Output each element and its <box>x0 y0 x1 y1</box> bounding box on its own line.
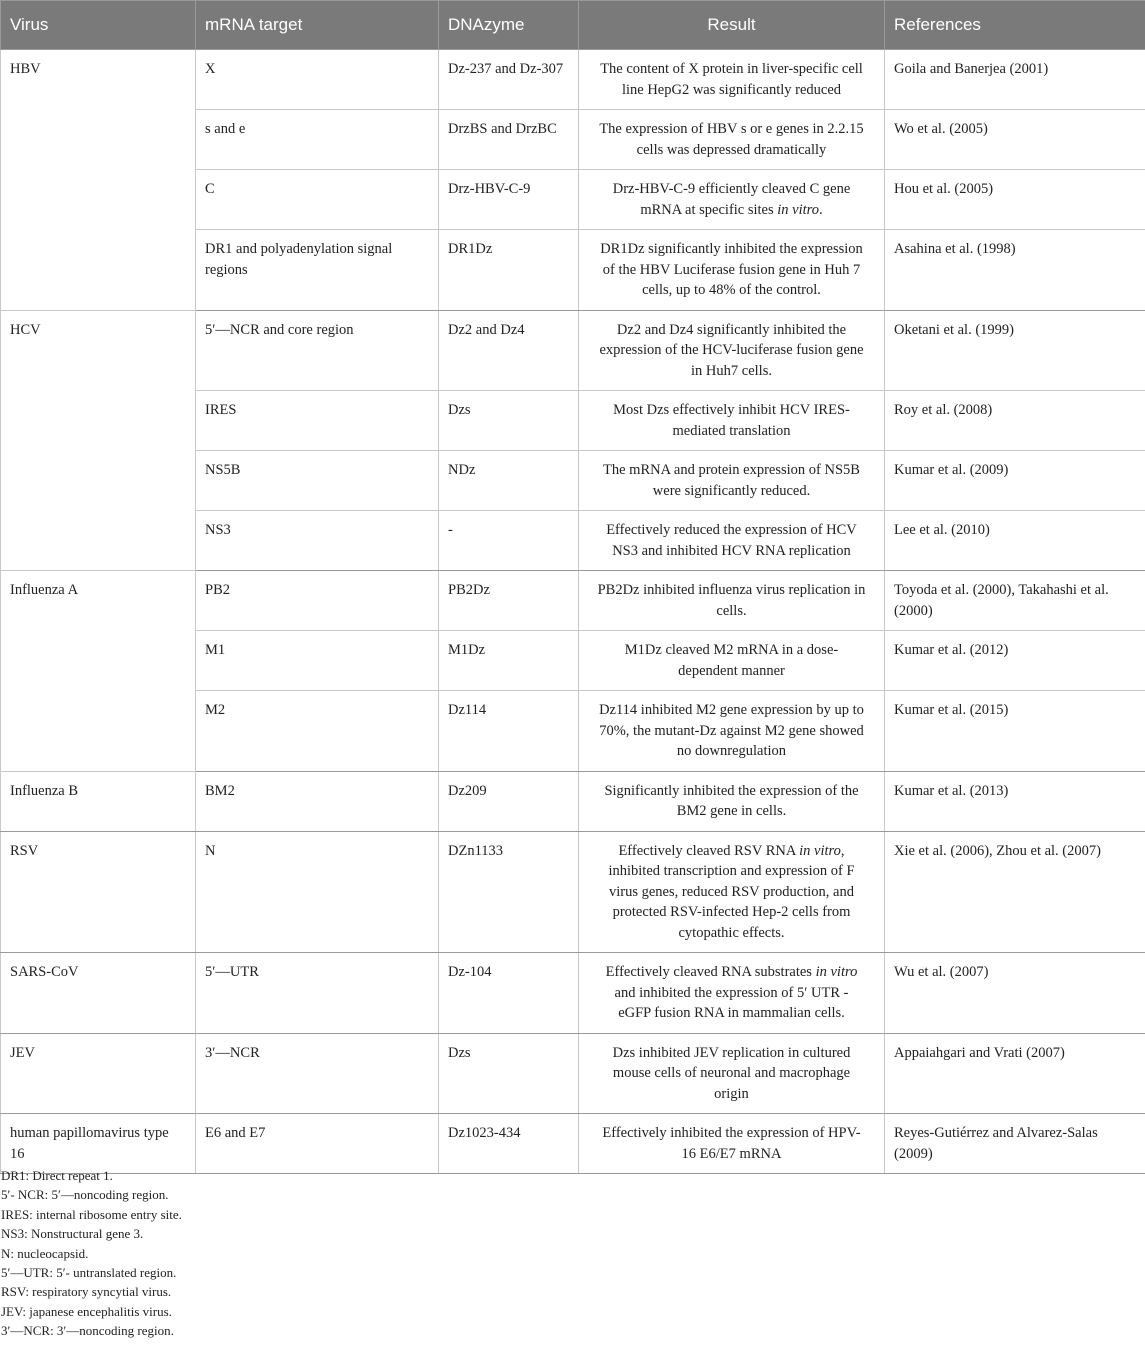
cell-result: M1Dz cleaved M2 mRNA in a dose-dependent manner <box>579 631 885 691</box>
cell-mrna-target: s and e <box>196 110 439 170</box>
header-references: References <box>885 1 1145 50</box>
footnote: JEV: japanese encephalitis virus. <box>1 1303 172 1319</box>
cell-mrna-target: DR1 and polyadenylation signal regions <box>196 230 439 311</box>
cell-dnazyme: DrzBS and DrzBC <box>439 110 579 170</box>
cell-reference: Reyes-Gutiérrez and Alvarez-Salas (2009) <box>885 1114 1145 1174</box>
cell-result: Effectively cleaved RNA substrates in vitro and inhibited the expression of 5′ UTR - eGFP fusion RNA in mammalian cells. <box>579 953 885 1034</box>
cell-reference: Wu et al. (2007) <box>885 953 1145 1034</box>
cell-mrna-target: M1 <box>196 631 439 691</box>
cell-mrna-target: 5′—NCR and core region <box>196 310 439 391</box>
cell-dnazyme: Dz-237 and Dz-307 <box>439 50 579 110</box>
cell-result: DR1Dz significantly inhibited the expression of the HBV Luciferase fusion gene in Huh 7 cells, up to 48% of the control. <box>579 230 885 311</box>
cell-reference: Appaiahgari and Vrati (2007) <box>885 1033 1145 1114</box>
table-row <box>1 771 1145 831</box>
cell-reference: Roy et al. (2008) <box>885 391 1145 451</box>
cell-virus: JEV <box>1 1033 196 1114</box>
cell-reference: Hou et al. (2005) <box>885 170 1145 230</box>
cell-reference: Kumar et al. (2012) <box>885 631 1145 691</box>
cell-mrna-target: 3′—NCR <box>196 1033 439 1114</box>
cell-virus: human papillomavirus type 16 <box>1 1114 196 1174</box>
cell-mrna-target: E6 and E7 <box>196 1114 439 1174</box>
cell-dnazyme: DR1Dz <box>439 230 579 311</box>
header-mrna-target: mRNA target <box>196 1 439 50</box>
cell-result: Effectively cleaved RSV RNA in vitro, inhibited transcription and expression of F virus genes, reduced RSV production, and protected RSV-infected Hep-2 cells from cytopathic effects. <box>579 831 885 953</box>
cell-dnazyme: NDz <box>439 451 579 511</box>
footnote: 5′- NCR: 5′—noncoding region. <box>1 1187 169 1203</box>
cell-dnazyme: Dz2 and Dz4 <box>439 310 579 391</box>
cell-mrna-target: NS5B <box>196 451 439 511</box>
cell-dnazyme: Dz-104 <box>439 953 579 1034</box>
table-row <box>1 1033 1145 1114</box>
cell-reference: Kumar et al. (2009) <box>885 451 1145 511</box>
footnote: N: nucleocapsid. <box>1 1245 89 1261</box>
cell-result: The content of X protein in liver-specific cell line HepG2 was significantly reduced <box>579 50 885 110</box>
cell-virus: Influenza A <box>1 571 196 772</box>
cell-dnazyme: - <box>439 511 579 571</box>
cell-virus: RSV <box>1 831 196 953</box>
cell-virus: Influenza B <box>1 771 196 831</box>
header-dnazyme: DNAzyme <box>439 1 579 50</box>
table-row <box>1 571 1145 631</box>
cell-result: Drz-HBV-C-9 efficiently cleaved C gene mRNA at specific sites in vitro. <box>579 170 885 230</box>
footnote: DR1: Direct repeat 1. <box>1 1168 113 1183</box>
cell-virus: HCV <box>1 310 196 571</box>
cell-reference: Wo et al. (2005) <box>885 110 1145 170</box>
cell-result: Effectively reduced the expression of HCV NS3 and inhibited HCV RNA replication <box>579 511 885 571</box>
table-body <box>1 50 1145 1174</box>
footnote: RSV: respiratory syncytial virus. <box>1 1284 172 1300</box>
cell-result: Effectively inhibited the expression of HPV-16 E6/E7 mRNA <box>579 1114 885 1174</box>
cell-result: Dz2 and Dz4 significantly inhibited the expression of the HCV-luciferase fusion gene in Huh7 cells. <box>579 310 885 391</box>
cell-result: The expression of HBV s or e genes in 2.2.15 cells was depressed dramatically <box>579 110 885 170</box>
cell-dnazyme: Drz-HBV-C-9 <box>439 170 579 230</box>
footnote: 5′—UTR: 5′- untranslated region. <box>1 1265 177 1281</box>
table-row <box>1 310 1145 391</box>
cell-dnazyme: Dzs <box>439 1033 579 1114</box>
cell-dnazyme: Dz209 <box>439 771 579 831</box>
table-row <box>1 1114 1145 1174</box>
cell-result: Most Dzs effectively inhibit HCV IRES-mediated translation <box>579 391 885 451</box>
cell-dnazyme: Dzs <box>439 391 579 451</box>
table-row <box>1 953 1145 1034</box>
cell-result: The mRNA and protein expression of NS5B were significantly reduced. <box>579 451 885 511</box>
cell-mrna-target: C <box>196 170 439 230</box>
cell-dnazyme: Dz1023-434 <box>439 1114 579 1174</box>
cell-reference: Lee et al. (2010) <box>885 511 1145 571</box>
cell-dnazyme: PB2Dz <box>439 571 579 631</box>
cell-reference: Toyoda et al. (2000), Takahashi et al. (2000) <box>885 571 1145 631</box>
cell-reference: Kumar et al. (2015) <box>885 691 1145 772</box>
header-result: Result <box>579 1 885 50</box>
cell-virus: HBV <box>1 50 196 311</box>
cell-reference: Xie et al. (2006), Zhou et al. (2007) <box>885 831 1145 953</box>
cell-mrna-target: 5′—UTR <box>196 953 439 1034</box>
cell-reference: Goila and Banerjea (2001) <box>885 50 1145 110</box>
table-row <box>1 50 1145 110</box>
table-footnotes <box>1 1166 182 1341</box>
footnote: IRES: internal ribosome entry site. <box>1 1206 182 1222</box>
cell-mrna-target: NS3 <box>196 511 439 571</box>
cell-virus: SARS-CoV <box>1 953 196 1034</box>
cell-mrna-target: M2 <box>196 691 439 772</box>
cell-result: PB2Dz inhibited influenza virus replication in cells. <box>579 571 885 631</box>
cell-reference: Kumar et al. (2013) <box>885 771 1145 831</box>
cell-mrna-target: PB2 <box>196 571 439 631</box>
header-row <box>1 1 1145 50</box>
header-virus: Virus <box>1 1 196 50</box>
cell-result: Significantly inhibited the expression of the BM2 gene in cells. <box>579 771 885 831</box>
cell-dnazyme: Dz114 <box>439 691 579 772</box>
cell-result: Dz114 inhibited M2 gene expression by up to 70%, the mutant-Dz against M2 gene showed no downregulation <box>579 691 885 772</box>
table-header <box>1 1 1145 50</box>
footnote: NS3: Nonstructural gene 3. <box>1 1226 144 1242</box>
cell-dnazyme: M1Dz <box>439 631 579 691</box>
footnote: 3′—NCR: 3′—noncoding region. <box>1 1323 174 1339</box>
table-row <box>1 831 1145 953</box>
cell-reference: Asahina et al. (1998) <box>885 230 1145 311</box>
cell-result: Dzs inhibited JEV replication in cultured mouse cells of neuronal and macrophage origin <box>579 1033 885 1114</box>
cell-mrna-target: X <box>196 50 439 110</box>
cell-mrna-target: N <box>196 831 439 953</box>
cell-dnazyme: DZn1133 <box>439 831 579 953</box>
cell-reference: Oketani et al. (1999) <box>885 310 1145 391</box>
cell-mrna-target: IRES <box>196 391 439 451</box>
cell-mrna-target: BM2 <box>196 771 439 831</box>
